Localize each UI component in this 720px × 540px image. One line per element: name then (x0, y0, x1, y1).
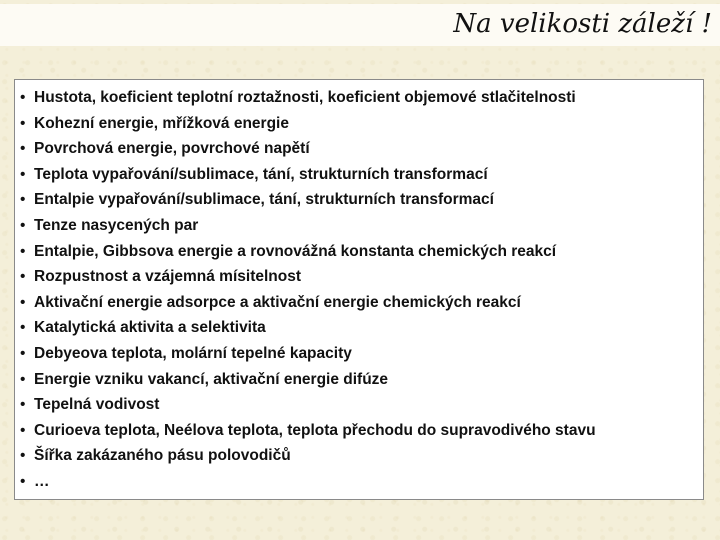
list-item (20, 213, 703, 239)
bullet-glyph: • (20, 472, 26, 490)
list-item-text: Curioeva teplota, Neélova teplota, teplota přechodu do supravodivého stavu (34, 421, 596, 439)
bullet-glyph: • (20, 344, 26, 362)
list-item (20, 367, 703, 393)
list-item-text: Teplota vypařování/sublimace, tání, strukturních transformací (34, 165, 488, 183)
list-item (20, 443, 703, 469)
bullet-glyph: • (20, 191, 26, 209)
slide-title: Na velikosti záleží ! (453, 9, 712, 39)
bullet-glyph: • (20, 421, 26, 439)
list-item-text: Šířka zakázaného pásu polovodičů (34, 447, 291, 465)
bullet-glyph: • (20, 140, 26, 158)
list-item-text: Hustota, koeficient teplotní roztažnosti, koeficient objemové stlačitelnosti (34, 89, 576, 106)
list-item-text: Debyeova teplota, molární tepelné kapacity (34, 344, 352, 362)
content-box (14, 79, 704, 500)
bullet-glyph: • (20, 242, 26, 260)
list-item (20, 469, 703, 495)
bullet-glyph: • (20, 293, 26, 311)
list-item (20, 341, 703, 367)
bullet-glyph: • (20, 165, 26, 183)
list-item (20, 392, 703, 418)
list-item (20, 239, 703, 265)
list-item-text: Povrchová energie, povrchové napětí (34, 140, 310, 158)
bullet-glyph: • (20, 216, 26, 234)
bullet-glyph: • (20, 319, 26, 337)
bullet-glyph: • (20, 447, 26, 465)
list-item-text: … (34, 472, 50, 490)
list-item-text: Energie vzniku vakancí, aktivační energie difúze (34, 370, 389, 388)
list-item-text: Aktivační energie adsorpce a aktivační energie chemických reakcí (34, 293, 521, 311)
list-item (20, 418, 703, 444)
list-item-text: Tenze nasycených par (34, 216, 199, 234)
bullet-glyph: • (20, 370, 26, 388)
list-item (20, 264, 703, 290)
list-item-text: Entalpie vypařování/sublimace, tání, strukturních transformací (34, 191, 494, 209)
bullet-glyph: • (20, 89, 26, 106)
list-item-text: Tepelná vodivost (34, 396, 160, 414)
bullet-glyph: • (20, 396, 26, 414)
list-item (20, 290, 703, 316)
list-item (20, 136, 703, 162)
bullet-glyph: • (20, 114, 26, 132)
list-item (20, 187, 703, 213)
list-item-text: Katalytická aktivita a selektivita (34, 319, 266, 337)
list-item (20, 162, 703, 188)
list-item (20, 85, 703, 111)
list-item-text: Rozpustnost a vzájemná mísitelnost (34, 268, 301, 286)
list-item-text: Kohezní energie, mřížková energie (34, 114, 289, 132)
list-item (20, 111, 703, 137)
list-item-text: Entalpie, Gibbsova energie a rovnovážná konstanta chemických reakcí (34, 242, 557, 260)
list-item (20, 315, 703, 341)
bullet-glyph: • (20, 268, 26, 286)
bullet-list (20, 85, 703, 495)
